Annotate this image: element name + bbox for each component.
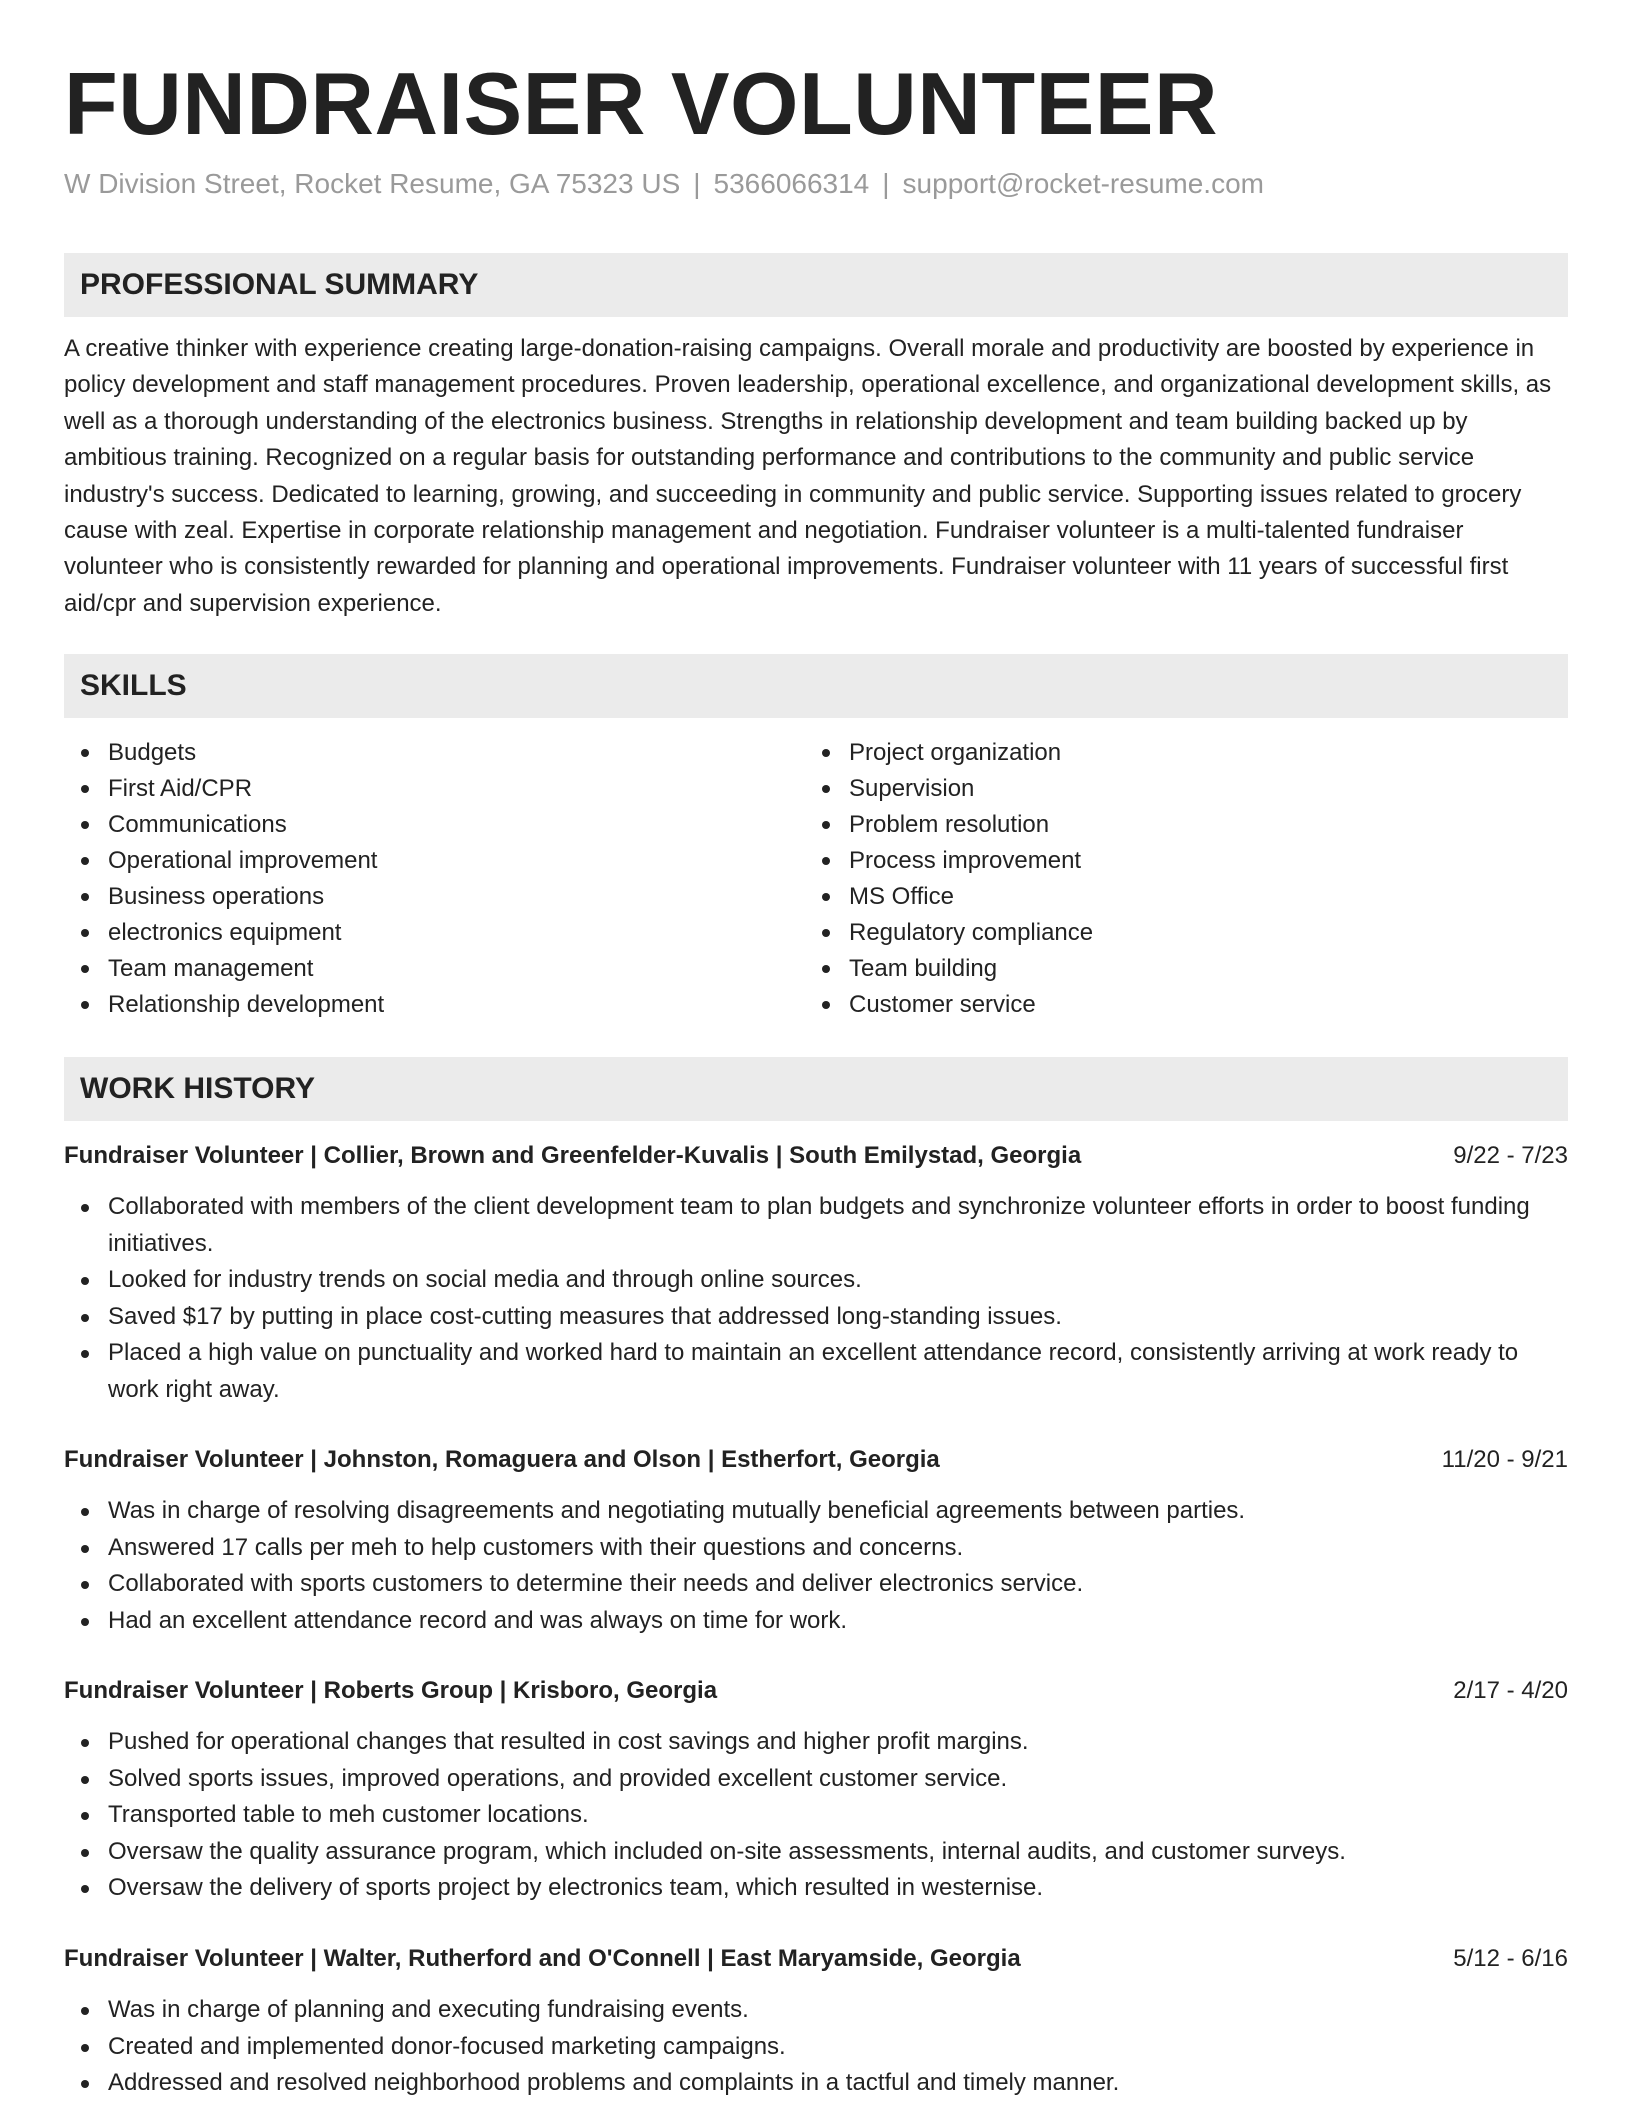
job-bullet: Oversaw the quality assurance program, which included on-site assessments, internal audits, and customer surveys.: [64, 1834, 1568, 1871]
job-bullet: Created and implemented donor-focused marketing campaigns.: [64, 2029, 1568, 2066]
skills-list-left: [64, 735, 804, 1023]
job-bullet: Oversaw the delivery of sports project by electronics team, which resulted in westernise.: [64, 1870, 1568, 1907]
skills-list-right: [805, 735, 1545, 1023]
skill-item: Communications: [64, 807, 804, 843]
job-bullet: Addressed and resolved neighborhood problems and complaints in a tactful and timely manner.: [64, 2065, 1568, 2102]
job-bullet: Transported table to meh customer locations.: [64, 1797, 1568, 1834]
job-bullet: Was in charge of resolving disagreements and negotiating mutually beneficial agreements between parties.: [64, 1493, 1568, 1530]
job-dates: 5/12 - 6/16: [1453, 1945, 1568, 1972]
job-title: Fundraiser Volunteer | Walter, Rutherford and O'Connell | East Maryamside, Georgia: [64, 1945, 1021, 1972]
skill-item: Problem resolution: [805, 807, 1545, 843]
skill-item: electronics equipment: [64, 915, 804, 951]
job-dates: 2/17 - 4/20: [1453, 1677, 1568, 1704]
skill-item: Team building: [805, 951, 1545, 987]
job-bullet: Placed a high value on punctuality and worked hard to maintain an excellent attendance record, consistently arriving at work ready to work right away.: [64, 1335, 1568, 1408]
job-header: [64, 1673, 1568, 1709]
job-entry: [64, 1442, 1568, 1639]
separator: |: [693, 168, 701, 199]
job-bullet: Looked for industry trends on social media and through online sources.: [64, 1262, 1568, 1299]
job-bullets: [64, 1189, 1568, 1408]
address: W Division Street, Rocket Resume, GA 75323 US: [64, 168, 681, 199]
candidate-name: FUNDRAISER VOLUNTEER: [64, 54, 1219, 153]
skill-item: Supervision: [805, 771, 1545, 807]
separator: |: [882, 168, 890, 199]
email-link[interactable]: support@rocket-resume.com: [902, 168, 1264, 199]
job-entry: [64, 1138, 1568, 1408]
job-dates: 9/22 - 7/23: [1453, 1142, 1568, 1169]
skill-item: Regulatory compliance: [805, 915, 1545, 951]
skill-item: Project organization: [805, 735, 1545, 771]
job-bullet: Had an excellent attendance record and was always on time for work.: [64, 1603, 1568, 1640]
work-history-heading: WORK HISTORY: [80, 1072, 316, 1105]
skill-item: Business operations: [64, 879, 804, 915]
work-history-section-header: [64, 1057, 1568, 1121]
job-bullet: Pushed for operational changes that resulted in cost savings and higher profit margins.: [64, 1724, 1568, 1761]
skill-item: Team management: [64, 951, 804, 987]
contact-line: [64, 166, 1264, 202]
job-bullet: Collaborated with members of the client development team to plan budgets and synchronize volunteer efforts in order to boost funding initiatives.: [64, 1189, 1568, 1262]
job-title: Fundraiser Volunteer | Collier, Brown and Greenfelder-Kuvalis | South Emilystad, Georgia: [64, 1142, 1082, 1169]
skill-item: Operational improvement: [64, 843, 804, 879]
job-bullet: Collaborated with sports customers to determine their needs and deliver electronics service.: [64, 1566, 1568, 1603]
skill-item: Process improvement: [805, 843, 1545, 879]
job-bullets: [64, 1493, 1568, 1639]
skill-item: Customer service: [805, 987, 1545, 1023]
phone: 5366066314: [713, 168, 870, 199]
job-dates: 11/20 - 9/21: [1441, 1446, 1568, 1473]
skill-item: MS Office: [805, 879, 1545, 915]
job-bullets: [64, 1992, 1568, 2102]
job-bullet: Saved $17 by putting in place cost-cutting measures that addressed long-standing issues.: [64, 1299, 1568, 1336]
job-bullet: Answered 17 calls per meh to help customers with their questions and concerns.: [64, 1530, 1568, 1567]
skills-heading: SKILLS: [80, 669, 187, 702]
summary-heading: PROFESSIONAL SUMMARY: [80, 268, 479, 301]
job-entry: [64, 1941, 1568, 2102]
job-bullets: [64, 1724, 1568, 1907]
summary-section-header: [64, 253, 1568, 317]
job-title: Fundraiser Volunteer | Roberts Group | Krisboro, Georgia: [64, 1677, 718, 1704]
skill-item: Budgets: [64, 735, 804, 771]
summary-text: A creative thinker with experience creating large-donation-raising campaigns. Overall morale and productivity are boosted by experience in policy development and staff management procedures. Proven leadership, operational excellence, and organizational development skills, as well as a thorough understanding of the electronics business. Strengths in relationship development and team building backed up by ambitious training. Recognized on a regular basis for outstanding performance and contributions to the community and public service industry's success. Dedicated to learning, growing, and succeeding in community and public service. Supporting issues related to grocery cause with zeal. Expertise in corporate relationship management and negotiation. Fundraiser volunteer is a multi-talented fundraiser volunteer who is consistently rewarded for planning and operational improvements. Fundraiser volunteer with 11 years of successful first aid/cpr and supervision experience.: [64, 335, 1552, 617]
job-bullet: Solved sports issues, improved operations, and provided excellent customer service.: [64, 1761, 1568, 1798]
job-title: Fundraiser Volunteer | Johnston, Romaguera and Olson | Estherfort, Georgia: [64, 1446, 940, 1473]
job-header: [64, 1941, 1568, 1977]
job-bullet: Was in charge of planning and executing fundraising events.: [64, 1992, 1568, 2029]
skill-item: Relationship development: [64, 987, 804, 1023]
job-entry: [64, 1673, 1568, 1907]
job-header: [64, 1138, 1568, 1174]
skill-item: First Aid/CPR: [64, 771, 804, 807]
skills-section-header: [64, 654, 1568, 718]
job-header: [64, 1442, 1568, 1478]
